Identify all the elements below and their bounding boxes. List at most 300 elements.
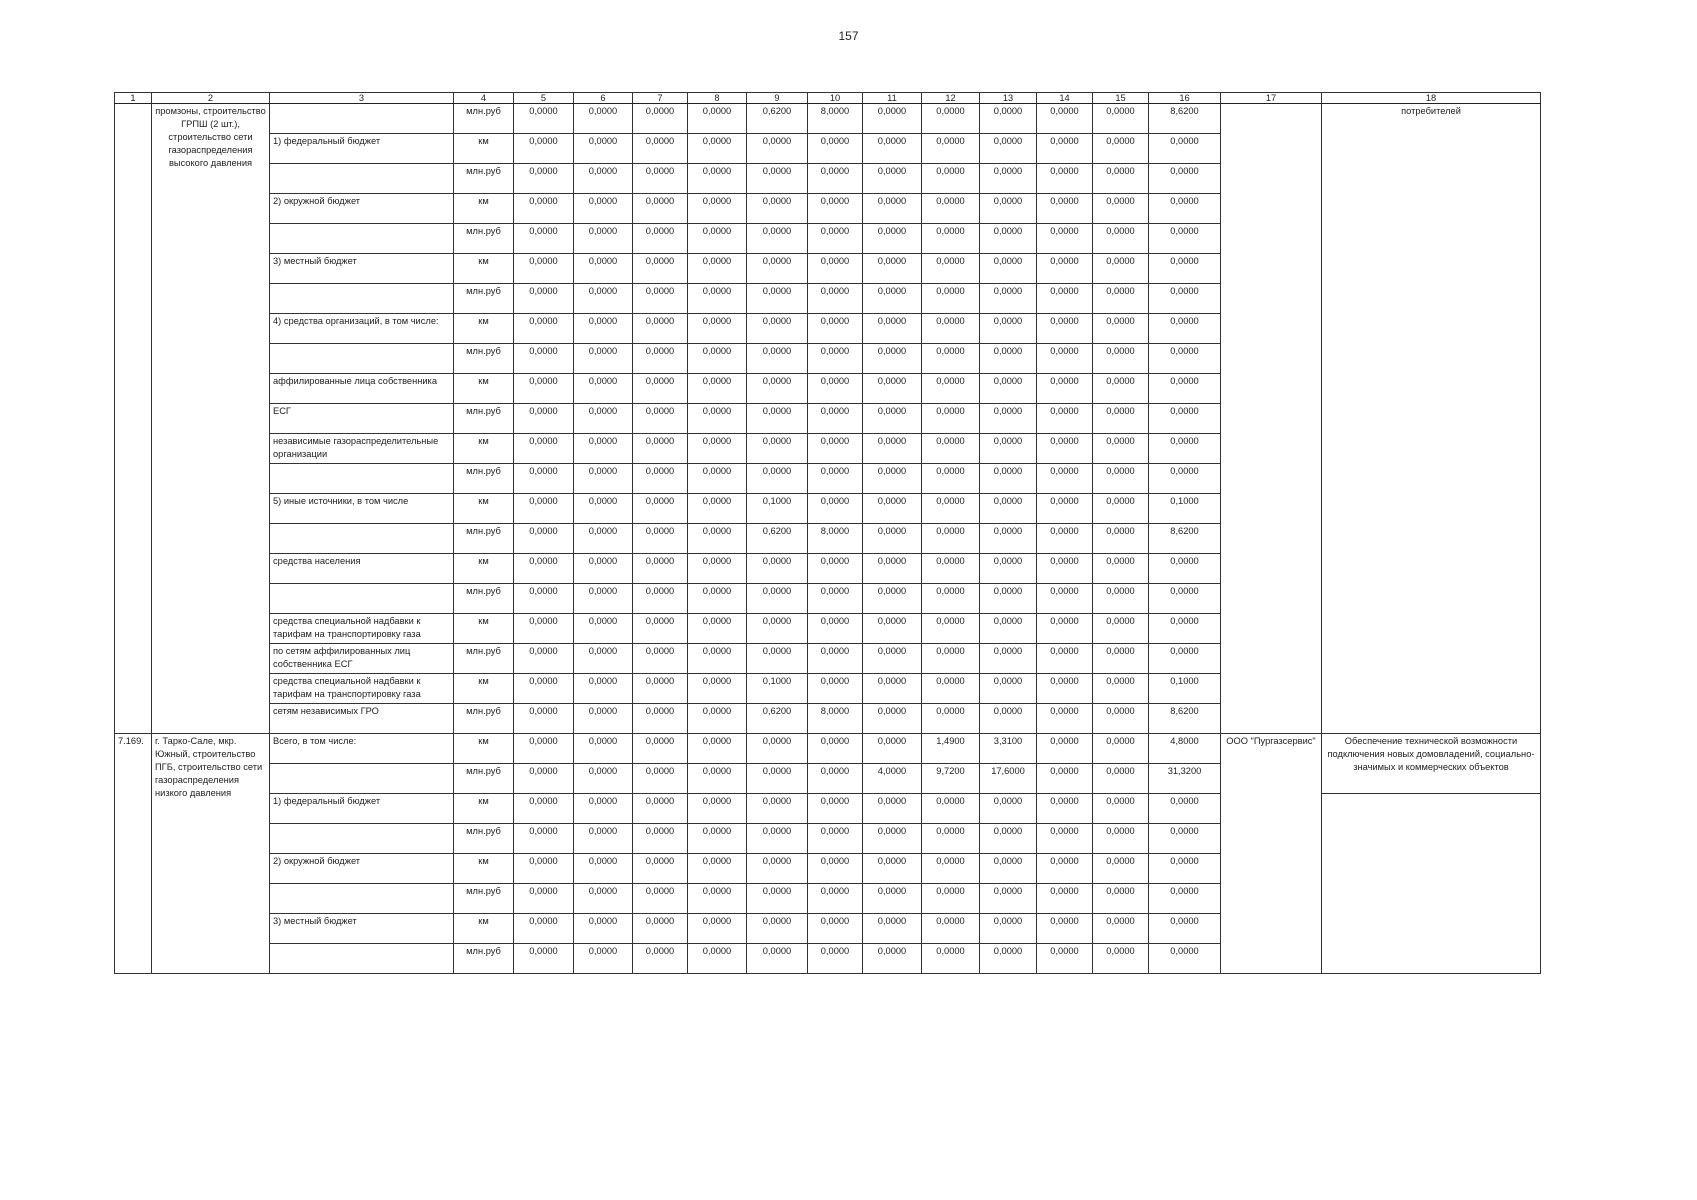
value-cell: 0,0000	[1149, 884, 1221, 914]
table-row	[115, 794, 1541, 824]
value-cell: 0,0000	[747, 584, 808, 614]
table-row	[115, 104, 1541, 134]
funding-source-cell: 2) окружной бюджет	[270, 194, 454, 224]
value-cell: 0,0000	[980, 284, 1037, 314]
value-cell: 0,0000	[1149, 614, 1221, 644]
value-cell: 0,0000	[633, 464, 688, 494]
column-number-header: 17	[1221, 93, 1322, 104]
value-cell: 0,0000	[747, 824, 808, 854]
value-cell: 0,0000	[747, 434, 808, 464]
value-cell: 0,0000	[980, 134, 1037, 164]
value-cell: 0,0000	[980, 794, 1037, 824]
value-cell: 0,0000	[863, 494, 922, 524]
value-cell: 0,0000	[1149, 314, 1221, 344]
value-cell: 0,0000	[1093, 944, 1149, 974]
value-cell: 0,0000	[922, 614, 980, 644]
value-cell: 0,0000	[808, 764, 863, 794]
unit-cell: млн.руб	[454, 884, 514, 914]
value-cell: 0,0000	[688, 464, 747, 494]
value-cell: 0,0000	[863, 944, 922, 974]
value-cell: 0,0000	[863, 254, 922, 284]
value-cell: 0,1000	[747, 494, 808, 524]
value-cell: 17,6000	[980, 764, 1037, 794]
value-cell: 0,0000	[863, 704, 922, 734]
value-cell: 0,0000	[1149, 794, 1221, 824]
value-cell: 0,0000	[1093, 734, 1149, 764]
value-cell: 0,0000	[688, 524, 747, 554]
value-cell: 0,0000	[514, 854, 574, 884]
value-cell: 0,0000	[1037, 194, 1093, 224]
value-cell: 0,0000	[514, 584, 574, 614]
value-cell: 0,0000	[688, 704, 747, 734]
value-cell: 0,0000	[574, 194, 633, 224]
value-cell: 0,0000	[633, 914, 688, 944]
value-cell: 0,0000	[1149, 854, 1221, 884]
value-cell: 4,8000	[1149, 734, 1221, 764]
funding-source-cell: 3) местный бюджет	[270, 254, 454, 284]
value-cell: 0,0000	[922, 854, 980, 884]
value-cell: 0,0000	[514, 284, 574, 314]
value-cell: 0,0000	[633, 644, 688, 674]
unit-cell: км	[454, 794, 514, 824]
value-cell: 0,0000	[747, 614, 808, 644]
column-number-header: 14	[1037, 93, 1093, 104]
value-cell: 0,0000	[688, 644, 747, 674]
value-cell: 0,0000	[1149, 284, 1221, 314]
value-cell: 0,0000	[688, 584, 747, 614]
value-cell: 0,0000	[514, 794, 574, 824]
value-cell: 0,6200	[747, 104, 808, 134]
value-cell: 8,6200	[1149, 104, 1221, 134]
column-number-header: 3	[270, 93, 454, 104]
value-cell: 0,0000	[1037, 824, 1093, 854]
value-cell: 0,0000	[633, 164, 688, 194]
value-cell: 0,0000	[922, 104, 980, 134]
value-cell: 0,0000	[574, 254, 633, 284]
value-cell: 0,0000	[1093, 494, 1149, 524]
value-cell: 0,0000	[688, 554, 747, 584]
value-cell: 0,0000	[922, 914, 980, 944]
value-cell: 0,0000	[980, 824, 1037, 854]
value-cell: 0,0000	[633, 434, 688, 464]
unit-cell: км	[454, 734, 514, 764]
value-cell: 0,0000	[808, 914, 863, 944]
value-cell: 0,0000	[688, 224, 747, 254]
value-cell: 0,0000	[574, 134, 633, 164]
value-cell: 0,0000	[863, 314, 922, 344]
value-cell: 0,0000	[808, 194, 863, 224]
value-cell: 0,0000	[1149, 194, 1221, 224]
value-cell: 0,0000	[1037, 404, 1093, 434]
item-number-cell: 7.169.	[115, 734, 152, 974]
value-cell: 8,0000	[808, 704, 863, 734]
investment-table	[114, 92, 1541, 974]
value-cell: 0,0000	[808, 644, 863, 674]
value-cell: 0,0000	[747, 164, 808, 194]
value-cell: 0,0000	[688, 344, 747, 374]
value-cell: 0,0000	[1037, 434, 1093, 464]
value-cell: 0,1000	[1149, 494, 1221, 524]
funding-source-cell: по сетям аффилированных лиц собственника ЕСГ	[270, 644, 454, 674]
table-row	[115, 734, 1541, 764]
column-number-header: 6	[574, 93, 633, 104]
value-cell: 0,0000	[633, 224, 688, 254]
value-cell: 0,0000	[980, 644, 1037, 674]
value-cell: 0,0000	[1037, 224, 1093, 254]
value-cell: 0,0000	[747, 764, 808, 794]
value-cell: 0,0000	[922, 344, 980, 374]
unit-cell: км	[454, 314, 514, 344]
unit-cell: км	[454, 494, 514, 524]
value-cell: 0,0000	[1149, 464, 1221, 494]
value-cell: 3,3100	[980, 734, 1037, 764]
value-cell: 0,0000	[574, 704, 633, 734]
value-cell: 0,0000	[688, 404, 747, 434]
column-number-header: 11	[863, 93, 922, 104]
unit-cell: км	[454, 854, 514, 884]
value-cell: 0,0000	[633, 314, 688, 344]
value-cell: 0,0000	[863, 434, 922, 464]
value-cell: 0,0000	[1093, 794, 1149, 824]
unit-cell: км	[454, 254, 514, 284]
value-cell: 0,0000	[688, 824, 747, 854]
value-cell: 0,0000	[747, 224, 808, 254]
value-cell: 0,0000	[1149, 344, 1221, 374]
page-number: 157	[838, 29, 859, 43]
value-cell: 0,0000	[633, 584, 688, 614]
value-cell: 0,0000	[574, 794, 633, 824]
funding-source-cell	[270, 824, 454, 854]
value-cell: 0,0000	[574, 284, 633, 314]
value-cell: 0,0000	[514, 224, 574, 254]
unit-cell: км	[454, 434, 514, 464]
value-cell: 0,0000	[574, 164, 633, 194]
value-cell: 0,0000	[574, 614, 633, 644]
column-number-header: 18	[1322, 93, 1541, 104]
value-cell: 0,0000	[747, 944, 808, 974]
value-cell: 0,0000	[514, 704, 574, 734]
funding-source-cell: 1) федеральный бюджет	[270, 794, 454, 824]
value-cell: 0,0000	[922, 374, 980, 404]
value-cell: 0,0000	[688, 284, 747, 314]
value-cell: 0,0000	[863, 344, 922, 374]
value-cell: 0,0000	[922, 524, 980, 554]
funding-source-cell	[270, 584, 454, 614]
value-cell: 0,0000	[633, 344, 688, 374]
value-cell: 0,0000	[1037, 494, 1093, 524]
item-number-cell	[115, 104, 152, 734]
value-cell: 0,0000	[863, 224, 922, 254]
value-cell: 0,0000	[747, 914, 808, 944]
value-cell: 0,0000	[980, 554, 1037, 584]
value-cell: 0,0000	[1093, 284, 1149, 314]
value-cell: 0,0000	[574, 824, 633, 854]
value-cell: 0,0000	[1093, 434, 1149, 464]
value-cell: 0,0000	[980, 164, 1037, 194]
value-cell: 0,0000	[633, 194, 688, 224]
value-cell: 0,0000	[514, 644, 574, 674]
value-cell: 0,0000	[633, 494, 688, 524]
value-cell: 0,0000	[808, 674, 863, 704]
value-cell: 0,0000	[688, 494, 747, 524]
value-cell: 0,0000	[808, 584, 863, 614]
column-number-header: 2	[152, 93, 270, 104]
value-cell: 0,0000	[808, 224, 863, 254]
purpose-cell	[1322, 794, 1541, 974]
value-cell: 0,0000	[514, 104, 574, 134]
value-cell: 0,0000	[808, 254, 863, 284]
funding-source-cell	[270, 344, 454, 374]
value-cell: 0,0000	[574, 104, 633, 134]
value-cell: 0,0000	[922, 554, 980, 584]
value-cell: 0,0000	[633, 944, 688, 974]
value-cell: 0,0000	[1093, 374, 1149, 404]
value-cell: 0,0000	[574, 524, 633, 554]
column-number-header: 10	[808, 93, 863, 104]
value-cell: 0,0000	[863, 854, 922, 884]
value-cell: 0,0000	[1037, 104, 1093, 134]
value-cell: 31,3200	[1149, 764, 1221, 794]
value-cell: 0,0000	[1037, 884, 1093, 914]
funding-source-cell	[270, 164, 454, 194]
value-cell: 0,0000	[574, 944, 633, 974]
value-cell: 0,0000	[747, 554, 808, 584]
value-cell: 0,0000	[1037, 944, 1093, 974]
value-cell: 0,0000	[633, 284, 688, 314]
funding-source-cell	[270, 104, 454, 134]
value-cell: 0,0000	[808, 134, 863, 164]
value-cell: 0,0000	[514, 134, 574, 164]
value-cell: 0,0000	[980, 914, 1037, 944]
value-cell: 0,0000	[863, 374, 922, 404]
object-description-cell: г. Тарко-Сале, мкр. Южный, строительство ПГБ, строительство сети газораспределения низкого давления	[152, 734, 270, 974]
value-cell: 0,0000	[1093, 614, 1149, 644]
value-cell: 0,0000	[574, 224, 633, 254]
value-cell: 0,0000	[980, 614, 1037, 644]
value-cell: 0,0000	[574, 884, 633, 914]
value-cell: 0,0000	[688, 614, 747, 644]
value-cell: 0,0000	[514, 344, 574, 374]
value-cell: 0,0000	[863, 134, 922, 164]
value-cell: 0,0000	[1093, 254, 1149, 284]
value-cell: 0,0000	[1037, 284, 1093, 314]
value-cell: 0,0000	[863, 644, 922, 674]
value-cell: 0,0000	[863, 614, 922, 644]
value-cell: 0,0000	[808, 554, 863, 584]
funding-source-cell: 1) федеральный бюджет	[270, 134, 454, 164]
value-cell: 0,0000	[980, 674, 1037, 704]
value-cell: 0,0000	[514, 404, 574, 434]
column-number-header: 15	[1093, 93, 1149, 104]
column-number-header: 4	[454, 93, 514, 104]
unit-cell: км	[454, 614, 514, 644]
funding-source-cell	[270, 524, 454, 554]
value-cell: 0,0000	[688, 794, 747, 824]
value-cell: 0,0000	[574, 854, 633, 884]
value-cell: 0,0000	[747, 374, 808, 404]
value-cell: 0,0000	[747, 314, 808, 344]
value-cell: 0,0000	[747, 194, 808, 224]
value-cell: 0,0000	[1037, 764, 1093, 794]
value-cell: 0,0000	[980, 494, 1037, 524]
value-cell: 0,0000	[1149, 224, 1221, 254]
value-cell: 0,0000	[1037, 164, 1093, 194]
value-cell: 0,0000	[1093, 164, 1149, 194]
value-cell: 0,0000	[1037, 374, 1093, 404]
value-cell: 0,0000	[633, 104, 688, 134]
value-cell: 0,1000	[1149, 674, 1221, 704]
value-cell: 0,0000	[633, 794, 688, 824]
column-number-header: 5	[514, 93, 574, 104]
value-cell: 0,0000	[574, 314, 633, 344]
value-cell: 1,4900	[922, 734, 980, 764]
value-cell: 0,0000	[574, 644, 633, 674]
value-cell: 0,0000	[922, 644, 980, 674]
unit-cell: км	[454, 374, 514, 404]
value-cell: 0,0000	[688, 884, 747, 914]
value-cell: 8,6200	[1149, 704, 1221, 734]
value-cell: 0,0000	[1093, 554, 1149, 584]
value-cell: 8,0000	[808, 524, 863, 554]
value-cell: 0,0000	[688, 914, 747, 944]
value-cell: 0,0000	[747, 344, 808, 374]
purpose-cell: потребителей	[1322, 104, 1541, 734]
unit-cell: млн.руб	[454, 344, 514, 374]
value-cell: 0,0000	[747, 644, 808, 674]
value-cell: 0,0000	[863, 164, 922, 194]
value-cell: 0,0000	[808, 344, 863, 374]
value-cell: 0,0000	[980, 584, 1037, 614]
unit-cell: млн.руб	[454, 104, 514, 134]
value-cell: 0,0000	[863, 794, 922, 824]
value-cell: 0,0000	[1149, 164, 1221, 194]
unit-cell: млн.руб	[454, 584, 514, 614]
value-cell: 9,7200	[922, 764, 980, 794]
value-cell: 0,0000	[514, 494, 574, 524]
value-cell: 0,0000	[1149, 824, 1221, 854]
value-cell: 0,0000	[1093, 224, 1149, 254]
value-cell: 0,0000	[1093, 404, 1149, 434]
value-cell: 0,0000	[574, 494, 633, 524]
value-cell: 8,0000	[808, 104, 863, 134]
value-cell: 0,0000	[980, 944, 1037, 974]
unit-cell: км	[454, 554, 514, 584]
value-cell: 0,0000	[922, 824, 980, 854]
unit-cell: млн.руб	[454, 524, 514, 554]
value-cell: 0,0000	[1037, 254, 1093, 284]
value-cell: 0,0000	[1093, 584, 1149, 614]
value-cell: 0,0000	[688, 104, 747, 134]
purpose-cell: Обеспечение технической возможности подключения новых домовладений, социально-значимых и коммерческих объектов	[1322, 734, 1541, 794]
value-cell: 0,0000	[514, 254, 574, 284]
value-cell: 0,0000	[980, 704, 1037, 734]
value-cell: 0,0000	[808, 884, 863, 914]
value-cell: 0,0000	[514, 734, 574, 764]
value-cell: 0,0000	[633, 764, 688, 794]
value-cell: 0,0000	[688, 764, 747, 794]
column-number-header: 9	[747, 93, 808, 104]
funding-source-cell: средства населения	[270, 554, 454, 584]
organization-cell	[1221, 104, 1322, 734]
value-cell: 0,0000	[1037, 614, 1093, 644]
funding-source-cell: независимые газораспределительные организации	[270, 434, 454, 464]
unit-cell: млн.руб	[454, 224, 514, 254]
value-cell: 0,0000	[1037, 314, 1093, 344]
value-cell: 0,0000	[1149, 254, 1221, 284]
value-cell: 0,0000	[980, 314, 1037, 344]
column-number-header: 13	[980, 93, 1037, 104]
value-cell: 0,0000	[1093, 764, 1149, 794]
value-cell: 0,0000	[514, 524, 574, 554]
value-cell: 0,0000	[922, 494, 980, 524]
column-number-header: 8	[688, 93, 747, 104]
unit-cell: км	[454, 674, 514, 704]
value-cell: 0,0000	[1037, 704, 1093, 734]
value-cell: 0,0000	[688, 164, 747, 194]
funding-source-cell	[270, 944, 454, 974]
value-cell: 0,0000	[808, 284, 863, 314]
value-cell: 0,0000	[922, 704, 980, 734]
value-cell: 0,0000	[863, 914, 922, 944]
value-cell: 0,0000	[514, 674, 574, 704]
value-cell: 0,0000	[863, 404, 922, 434]
value-cell: 0,0000	[980, 464, 1037, 494]
value-cell: 0,0000	[1093, 644, 1149, 674]
value-cell: 0,0000	[808, 614, 863, 644]
value-cell: 0,6200	[747, 704, 808, 734]
value-cell: 0,0000	[688, 134, 747, 164]
value-cell: 0,0000	[747, 134, 808, 164]
value-cell: 0,0000	[863, 554, 922, 584]
value-cell: 0,0000	[980, 224, 1037, 254]
value-cell: 0,0000	[514, 164, 574, 194]
value-cell: 0,0000	[980, 344, 1037, 374]
value-cell: 0,0000	[747, 854, 808, 884]
unit-cell: млн.руб	[454, 764, 514, 794]
value-cell: 0,0000	[514, 554, 574, 584]
value-cell: 0,0000	[688, 434, 747, 464]
value-cell: 0,0000	[574, 464, 633, 494]
value-cell: 0,6200	[747, 524, 808, 554]
value-cell: 0,0000	[922, 584, 980, 614]
value-cell: 0,0000	[633, 404, 688, 434]
value-cell: 0,0000	[922, 884, 980, 914]
value-cell: 0,0000	[1037, 134, 1093, 164]
value-cell: 0,0000	[922, 284, 980, 314]
value-cell: 0,0000	[688, 734, 747, 764]
value-cell: 0,0000	[863, 674, 922, 704]
value-cell: 0,0000	[1037, 584, 1093, 614]
value-cell: 0,0000	[922, 224, 980, 254]
value-cell: 0,0000	[633, 524, 688, 554]
value-cell: 0,0000	[808, 494, 863, 524]
unit-cell: млн.руб	[454, 284, 514, 314]
value-cell: 0,0000	[1149, 134, 1221, 164]
value-cell: 0,0000	[633, 704, 688, 734]
value-cell: 0,0000	[922, 164, 980, 194]
unit-cell: млн.руб	[454, 824, 514, 854]
value-cell: 0,0000	[863, 584, 922, 614]
value-cell: 0,0000	[747, 794, 808, 824]
value-cell: 0,0000	[633, 614, 688, 644]
value-cell: 0,0000	[1093, 884, 1149, 914]
value-cell: 0,0000	[808, 164, 863, 194]
unit-cell: млн.руб	[454, 644, 514, 674]
value-cell: 0,0000	[1149, 554, 1221, 584]
value-cell: 0,0000	[633, 884, 688, 914]
value-cell: 0,0000	[514, 464, 574, 494]
value-cell: 0,0000	[574, 764, 633, 794]
